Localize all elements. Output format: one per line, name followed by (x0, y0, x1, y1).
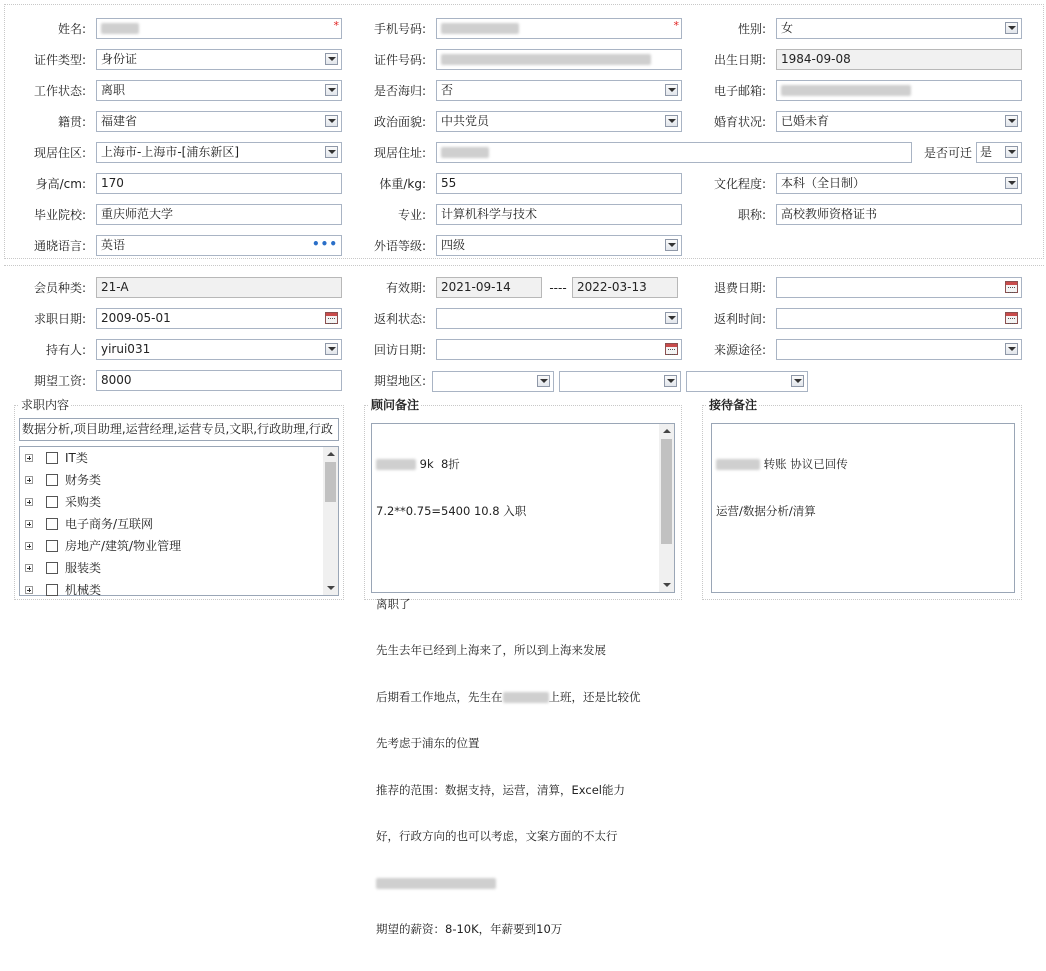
validity-to-field: 2022-03-13 (572, 277, 678, 298)
checkbox[interactable] (46, 584, 58, 596)
height-label: 身高/cm: (35, 177, 86, 191)
note-line: 先生去年已经到上海来了，所以到上海来发展 (376, 643, 606, 657)
calendar-icon[interactable] (1005, 281, 1018, 293)
section-divider (4, 265, 1044, 266)
member-type-field: 21-A (96, 277, 342, 298)
address-label: 现居住址: (373, 146, 426, 160)
checkbox[interactable] (46, 540, 58, 552)
note-line (376, 457, 655, 473)
residence-area-select[interactable] (96, 142, 342, 163)
id-type-value: 身份证 (101, 52, 138, 66)
note-line (376, 876, 655, 892)
consultant-notes-legend: 顾问备注 (371, 398, 420, 412)
gender-select[interactable] (776, 18, 1022, 39)
school-label: 毕业院校: (33, 208, 86, 222)
phone-input[interactable] (436, 18, 682, 39)
checkbox[interactable] (46, 562, 58, 574)
chevron-down-icon[interactable] (665, 312, 678, 324)
job-content-summary[interactable]: 数据分析,项目助理,运营经理,运营专员,文职,行政助理,行政 (19, 418, 339, 441)
masked-text (101, 23, 139, 34)
email-input[interactable] (776, 80, 1022, 101)
note-line: 期望的薪资：8-10K，年薪要到10万 (376, 922, 563, 936)
holder-select[interactable] (96, 339, 342, 360)
masked-text (376, 878, 496, 889)
expand-icon[interactable] (25, 498, 33, 506)
language-label: 通晓语言: (33, 239, 86, 253)
note-text: 转账 协议已回传 (760, 457, 848, 471)
reception-notes-textarea[interactable] (711, 423, 1015, 593)
name-input[interactable] (96, 18, 342, 39)
salary-label: 期望工资: (33, 374, 86, 388)
political-value: 中共党员 (441, 114, 490, 128)
chevron-down-icon[interactable] (325, 53, 338, 65)
visit-date-input[interactable] (436, 339, 682, 360)
note-line (376, 690, 655, 706)
note-text: 上班，还是比较优 (548, 689, 641, 704)
job-title-label: 职称: (737, 208, 766, 222)
masked-text (441, 23, 519, 34)
member-type-label: 会员种类: (33, 281, 86, 295)
job-content-legend: 求职内容 (21, 398, 70, 412)
chevron-down-icon[interactable] (665, 239, 678, 251)
language-level-select[interactable] (436, 235, 682, 256)
marital-value: 已婚未育 (781, 114, 830, 128)
masked-text (716, 459, 760, 470)
work-status-value: 离职 (101, 83, 126, 97)
rebate-time-label: 返利时间: (713, 312, 766, 326)
education-value: 本科（全日制） (781, 176, 866, 190)
native-place-label: 籍贯: (57, 115, 86, 129)
scroll-up-icon[interactable] (659, 424, 674, 438)
returnee-label: 是否海归: (373, 84, 426, 98)
chevron-down-icon[interactable] (1005, 115, 1018, 127)
validity-from-field: 2021-09-14 (436, 277, 542, 298)
native-place-value: 福建省 (101, 114, 138, 128)
tree-item-label: IT类 (65, 451, 88, 465)
chevron-down-icon[interactable] (791, 375, 804, 387)
job-date-label: 求职日期: (33, 312, 86, 326)
refund-date-input[interactable] (776, 277, 1022, 298)
required-mark: * (673, 19, 679, 32)
tree-item[interactable] (20, 469, 323, 491)
chevron-down-icon[interactable] (537, 375, 550, 387)
required-mark: * (333, 19, 339, 32)
visit-date-label: 回访日期: (373, 343, 426, 357)
note-line: 好，行政方向的也可以考虑，文案方面的不太行 (376, 829, 618, 843)
language-input[interactable] (96, 235, 342, 256)
reception-notes-panel (702, 398, 1022, 600)
tree-scrollbar[interactable] (323, 447, 338, 595)
address-input[interactable] (436, 142, 912, 163)
name-label: 姓名: (57, 22, 86, 36)
notes-scrollbar[interactable] (659, 424, 674, 592)
checkbox[interactable] (46, 496, 58, 508)
consultant-notes-textarea[interactable] (371, 423, 675, 936)
id-number-input[interactable] (436, 49, 682, 70)
tree-item[interactable] (20, 535, 323, 557)
school-input[interactable]: 重庆师范大学 (96, 204, 342, 225)
tree-item-label: 电子商务/互联网 (65, 517, 154, 531)
area-province-select[interactable] (432, 371, 554, 392)
movable-value: 是 (980, 145, 993, 159)
chevron-down-icon[interactable] (1005, 343, 1018, 355)
rebate-status-label: 返利状态: (373, 312, 426, 326)
marital-select[interactable] (776, 111, 1022, 132)
tree-item[interactable] (20, 447, 323, 469)
chevron-down-icon[interactable] (325, 146, 338, 158)
job-category-tree[interactable] (19, 446, 339, 596)
id-type-select[interactable] (96, 49, 342, 70)
note-text: 9k 8折 (416, 457, 460, 471)
scroll-up-icon[interactable] (323, 447, 338, 461)
phone-label: 手机号码: (373, 22, 426, 36)
language-level-label: 外语等级: (373, 239, 426, 253)
birth-date-label: 出生日期: (713, 53, 766, 67)
job-date-value: 2009-05-01 (101, 311, 171, 325)
expand-icon[interactable] (25, 542, 33, 550)
tree-item-label: 采购类 (65, 495, 102, 509)
education-label: 文化程度: (713, 177, 766, 191)
birth-date-field: 1984-09-08 (776, 49, 1022, 70)
source-select[interactable] (776, 339, 1022, 360)
source-label: 来源途径: (713, 343, 766, 357)
language-value: 英语 (101, 238, 126, 252)
tree-item[interactable] (20, 513, 323, 535)
height-input[interactable]: 170 (96, 173, 342, 194)
note-line: 7.2**0.75=5400 10.8 入职 (376, 503, 527, 518)
chevron-down-icon[interactable] (325, 343, 338, 355)
calendar-icon[interactable] (665, 343, 678, 355)
calendar-icon[interactable] (325, 312, 338, 324)
rebate-time-input[interactable] (776, 308, 1022, 329)
note-line (376, 550, 655, 566)
education-select[interactable] (776, 173, 1022, 194)
validity-label: 有效期: (385, 281, 426, 295)
masked-text (781, 85, 911, 96)
validity-dash: ---- (549, 281, 567, 295)
chevron-down-icon[interactable] (325, 84, 338, 96)
note-line: 先考虑于浦东的位置 (376, 736, 480, 750)
holder-label: 持有人: (45, 343, 86, 357)
chevron-down-icon[interactable] (1005, 177, 1018, 189)
checkbox[interactable] (46, 474, 58, 486)
checkbox[interactable] (46, 518, 58, 530)
note-line (716, 457, 1010, 473)
more-options-icon[interactable]: ••• (311, 237, 338, 251)
marital-label: 婚育状况: (713, 115, 766, 129)
checkbox[interactable] (46, 452, 58, 464)
note-text: 后期看工作地点，先生在 (376, 689, 503, 704)
note-line: 离职了 (376, 596, 411, 611)
tree-item-label: 财务类 (65, 473, 102, 487)
tree-item[interactable] (20, 557, 323, 579)
salary-input[interactable]: 8000 (96, 370, 342, 391)
job-title-input[interactable]: 高校教师资格证书 (776, 204, 1022, 225)
id-type-label: 证件类型: (33, 53, 86, 67)
job-date-input[interactable] (96, 308, 342, 329)
movable-select[interactable] (976, 142, 1022, 163)
area-city-select[interactable] (559, 371, 681, 392)
expand-icon[interactable] (25, 476, 33, 484)
major-label: 专业: (397, 208, 426, 222)
language-level-value: 四级 (441, 238, 466, 252)
masked-text (441, 147, 489, 158)
note-line: 推荐的范围：数据支持，运营，清算，Excel能力 (376, 782, 625, 797)
refund-date-label: 退费日期: (713, 281, 766, 295)
major-input[interactable]: 计算机科学与技术 (436, 204, 682, 225)
residence-area-value: 上海市-上海市-[浦东新区] (101, 145, 240, 159)
work-status-select[interactable] (96, 80, 342, 101)
political-label: 政治面貌: (373, 115, 426, 129)
tree-item[interactable] (20, 491, 323, 513)
chevron-down-icon[interactable] (665, 115, 678, 127)
consultant-notes-panel (364, 398, 682, 936)
native-place-select[interactable] (96, 111, 342, 132)
expand-icon[interactable] (25, 520, 33, 528)
area-label: 期望地区: (373, 374, 426, 388)
political-select[interactable] (436, 111, 682, 132)
expand-icon[interactable] (25, 454, 33, 462)
calendar-icon[interactable] (1005, 312, 1018, 324)
job-content-panel (14, 398, 344, 600)
chevron-down-icon[interactable] (665, 84, 678, 96)
weight-label: 体重/kg: (379, 177, 426, 191)
chevron-down-icon[interactable] (1005, 146, 1018, 158)
area-district-select[interactable] (686, 371, 808, 392)
movable-label: 是否可迁 (923, 146, 972, 160)
chevron-down-icon[interactable] (325, 115, 338, 127)
residence-area-label: 现居住区: (33, 146, 86, 160)
chevron-down-icon[interactable] (1005, 22, 1018, 34)
gender-label: 性别: (737, 22, 766, 36)
expand-icon[interactable] (25, 564, 33, 572)
note-line: 运营/数据分析/清算 (716, 503, 816, 518)
masked-text (441, 54, 651, 65)
scrollbar-thumb[interactable] (661, 439, 672, 544)
tree-item-label: 房地产/建筑/物业管理 (65, 539, 182, 553)
tree-item[interactable] (20, 579, 323, 601)
expand-icon[interactable] (25, 586, 33, 594)
scroll-down-icon[interactable] (323, 581, 338, 595)
reception-notes-legend: 接待备注 (709, 398, 758, 412)
returnee-value: 否 (441, 83, 454, 97)
masked-text (503, 692, 549, 703)
chevron-down-icon[interactable] (664, 375, 677, 387)
id-number-label: 证件号码: (373, 53, 426, 67)
scroll-down-icon[interactable] (659, 578, 674, 592)
holder-value: yirui031 (101, 342, 151, 356)
returnee-select[interactable] (436, 80, 682, 101)
weight-input[interactable]: 55 (436, 173, 682, 194)
tree-item-label: 服装类 (65, 561, 102, 575)
tree-item-label: 机械类 (65, 583, 102, 597)
rebate-status-select[interactable] (436, 308, 682, 329)
scrollbar-thumb[interactable] (325, 462, 336, 502)
masked-text (376, 459, 416, 470)
gender-value: 女 (781, 21, 794, 35)
email-label: 电子邮箱: (713, 84, 766, 98)
work-status-label: 工作状态: (33, 84, 86, 98)
